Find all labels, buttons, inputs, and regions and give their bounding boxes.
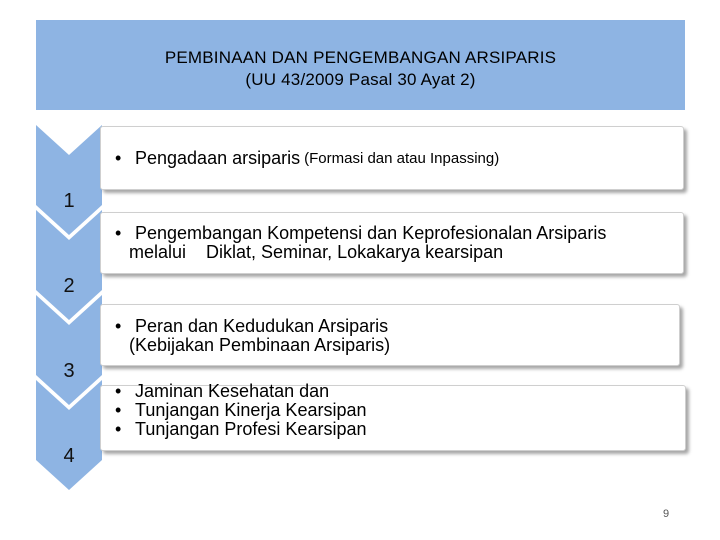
title-line-1: PEMBINAAN DAN PENGEMBANGAN ARSIPARIS (164, 48, 557, 67)
step-4-item-3 (115, 420, 367, 439)
step-4-chevron (36, 380, 102, 490)
step-1-item (115, 149, 499, 168)
title-line-2: (UU 43/2009 Pasal 30 Ayat 2) (245, 70, 476, 89)
step-2-number: 2 (63, 275, 75, 297)
step-2-text-continued: melalui Diklat, Seminar, Lokakarya kearsipan (129, 242, 504, 262)
step-4-number: 4 (63, 445, 75, 467)
bullet-icon: • (115, 400, 122, 420)
title-banner (36, 20, 685, 110)
bullet-icon: • (115, 316, 122, 336)
step-4-text-1: Jaminan Kesehatan dan (135, 381, 330, 401)
bullet-icon: • (115, 419, 122, 439)
step-4-box (100, 381, 686, 451)
step-3-item (115, 317, 390, 336)
step-1-box (100, 126, 684, 190)
bullet-icon: • (115, 381, 122, 401)
step-1-text-detail: (Formasi dan atau Inpassing) (304, 150, 500, 167)
step-3-text: Peran dan Kedudukan Arsiparis (135, 316, 389, 336)
bullet-icon: • (115, 148, 122, 168)
step-2-text: Pengembangan Kompetensi dan Keprofesionalan Arsiparis (135, 223, 607, 243)
page-number: 9 (663, 508, 670, 520)
step-4-item-1 (115, 382, 367, 401)
step-3-number: 3 (63, 360, 75, 382)
step-1-text: Pengadaan arsiparis (135, 148, 301, 168)
step-1-number: 1 (63, 190, 75, 212)
step-4-text-2: Tunjangan Kinerja Kearsipan (135, 400, 367, 420)
step-4-text-3: Tunjangan Profesi Kearsipan (135, 419, 367, 439)
step-2-item (115, 224, 606, 243)
bullet-icon: • (115, 223, 122, 243)
step-4-item-2 (115, 401, 367, 420)
step-2-box (100, 212, 684, 274)
step-3-text-continued: (Kebijakan Pembinaan Arsiparis) (129, 335, 391, 355)
step-3-box (100, 304, 680, 366)
